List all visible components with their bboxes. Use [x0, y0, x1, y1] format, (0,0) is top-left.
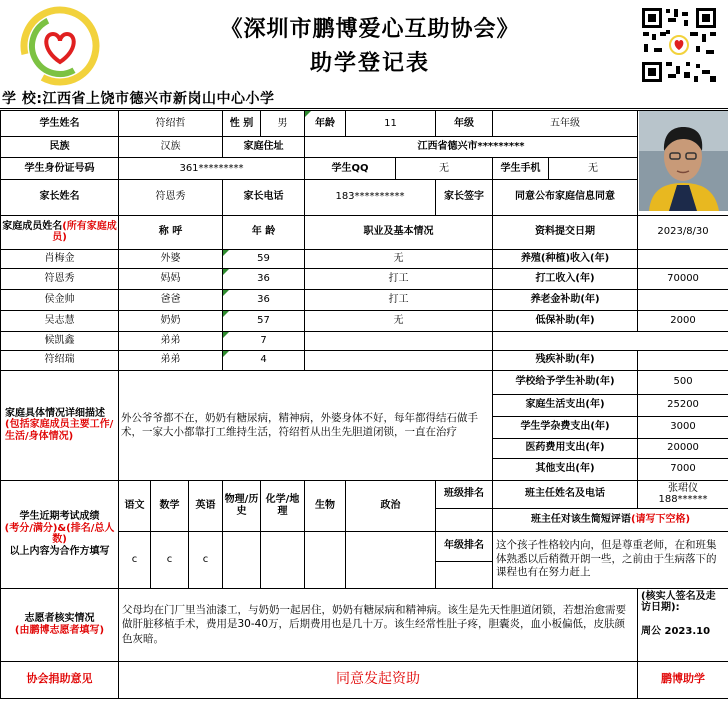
family-situation-text: 外公爷爷都不在，奶奶有糖尿病，精神病，外婆身体不好，每年都得结石做手术，一家大小都靠打工维持生活，符绍哲从出生先胆道闭锁，一直在治疗 — [119, 370, 493, 480]
subject-header: 政治 — [346, 480, 436, 531]
student-id-number: 361********* — [119, 157, 305, 179]
finance-empty — [493, 331, 728, 350]
label-class-rank: 班级排名 — [436, 480, 493, 508]
label-verifier: (核实人签名及走访日期): — [641, 590, 716, 613]
label-family-situation: 家庭具体情况详细描述(包括家庭成员主要工作/生活/身体情况) — [1, 370, 119, 480]
volunteer-note: 父母均在门厂里当油漆工，与奶奶一起居住，奶奶有糖尿病和精神病。该生是先天性胆道闭锁，若想治愈需要做肝脏移植手术，费用是30-40万，后期费用也是几十万。该生经常性肚子疼，胆囊炎，血小板偏低，皮肤颜色灰暗。 — [119, 588, 638, 661]
family-member-occupation: 无 — [305, 310, 493, 331]
family-member-relation: 外婆 — [119, 249, 223, 268]
heart-logo-icon — [20, 6, 100, 86]
finance-label: 其他支出(年) — [493, 458, 638, 480]
finance-value — [638, 289, 728, 310]
label-address: 家庭住址 — [223, 137, 305, 157]
teacher-info — [638, 480, 728, 508]
label-parent-phone: 家长电话 — [223, 179, 305, 215]
family-member-relation: 爸爸 — [119, 289, 223, 310]
submit-date: 2023/8/30 — [638, 215, 728, 249]
family-member-relation: 弟弟 — [119, 331, 223, 350]
label-student-name: 学生姓名 — [1, 111, 119, 137]
parent-phone: 183********** — [305, 179, 436, 215]
label-parent-name: 家长姓名 — [1, 179, 119, 215]
registration-form — [0, 110, 728, 699]
label-qq: 学生QQ — [305, 157, 396, 179]
student-address: 江西省德兴市********* — [305, 137, 638, 157]
divider — [0, 108, 728, 109]
finance-value: 20000 — [638, 438, 728, 458]
label-occupation: 职业及基本情况 — [305, 215, 493, 249]
teacher-phone: 188****** — [658, 494, 708, 505]
finance-label: 医药费用支出(年) — [493, 438, 638, 458]
score-value: c — [189, 531, 223, 588]
label-grade-rank: 年级排名 — [436, 531, 493, 561]
finance-value — [638, 249, 728, 268]
parent-name: 符恩秀 — [119, 179, 223, 215]
label-grade: 年级 — [436, 111, 493, 137]
student-photo — [638, 111, 728, 216]
finance-value: 25200 — [638, 394, 728, 416]
school-name: 学 校:江西省上饶市德兴市新岗山中心小学 — [2, 91, 275, 107]
family-member-name: 符恩秀 — [1, 268, 119, 289]
qr-code-icon — [640, 6, 718, 84]
label-id-number: 学生身份证号码 — [1, 157, 119, 179]
student-gender: 男 — [261, 111, 305, 137]
family-member-name: 吴志慧 — [1, 310, 119, 331]
teacher-name: 张珺仪 — [668, 482, 699, 494]
label-member-age: 年 龄 — [223, 215, 305, 249]
finance-value: 500 — [638, 370, 728, 394]
verifier-signature: 周公 2023.10 — [641, 625, 711, 637]
family-member-relation: 奶奶 — [119, 310, 223, 331]
finance-label: 养殖(种植)收入(年) — [493, 249, 638, 268]
form-title: 《深圳市鹏博爱心互助协会》 — [220, 16, 520, 42]
label-relation: 称 呼 — [119, 215, 223, 249]
finance-label: 低保补助(年) — [493, 310, 638, 331]
family-member-age: 7 — [223, 331, 305, 350]
finance-value: 7000 — [638, 458, 728, 480]
score-value — [305, 531, 346, 588]
family-member-name: 符绍瑞 — [1, 350, 119, 370]
student-ethnicity: 汉族 — [119, 137, 223, 157]
label-parent-sign: 家长签字 — [436, 179, 493, 215]
score-value: c — [119, 531, 151, 588]
student-age: 11 — [346, 111, 436, 137]
family-member-age: 36 — [223, 289, 305, 310]
student-photo-image — [639, 111, 728, 211]
student-qq: 无 — [396, 157, 493, 179]
family-member-name: 候凯鑫 — [1, 331, 119, 350]
family-member-occupation: 打工 — [305, 268, 493, 289]
subject-header: 物理/历史 — [223, 480, 261, 531]
finance-value: 70000 — [638, 268, 728, 289]
finance-label: 学生学杂费支出(年) — [493, 416, 638, 438]
verifier-block — [638, 588, 728, 661]
finance-label: 养老金补助(年) — [493, 289, 638, 310]
student-grade: 五年级 — [493, 111, 638, 137]
score-value — [223, 531, 261, 588]
subject-header: 化学/地理 — [261, 480, 305, 531]
subject-header: 语文 — [119, 480, 151, 531]
assoc-sign: 鹏博助学 — [638, 661, 728, 698]
label-age: 年龄 — [305, 111, 346, 137]
score-value: c — [151, 531, 189, 588]
label-teacher: 班主任姓名及电话 — [493, 480, 638, 508]
teacher-comment: 这个孩子性格较内向，但是尊重老师，在和班集体熟悉以后稍微开朗一些，之前由于生病落下的课程也有在努力赶上 — [493, 531, 728, 588]
subject-header: 数学 — [151, 480, 189, 531]
family-member-name: 肖梅金 — [1, 249, 119, 268]
family-member-occupation — [305, 331, 493, 350]
subject-header: 英语 — [189, 480, 223, 531]
finance-label: 残疾补助(年) — [493, 350, 638, 370]
finance-value — [638, 350, 728, 370]
finance-label: 学校给予学生补助(年) — [493, 370, 638, 394]
subject-header: 生物 — [305, 480, 346, 531]
family-member-age: 36 — [223, 268, 305, 289]
label-teacher-comment: 班主任对该生简短评语(请写下空格) — [493, 508, 728, 531]
family-member-age: 57 — [223, 310, 305, 331]
label-exam: 学生近期考试成绩 (考分/满分)&(排名/总人数) 以上内容为合作方填写 — [1, 480, 119, 588]
form-header — [0, 0, 728, 88]
student-phone: 无 — [549, 157, 638, 179]
family-member-relation: 妈妈 — [119, 268, 223, 289]
student-name: 符绍哲 — [119, 111, 223, 137]
family-member-relation: 弟弟 — [119, 350, 223, 370]
score-value — [261, 531, 305, 588]
family-member-age: 59 — [223, 249, 305, 268]
family-member-occupation: 无 — [305, 249, 493, 268]
label-family-members: 家庭成员姓名(所有家庭成员) — [1, 215, 119, 249]
score-value — [346, 531, 436, 588]
assoc-opinion: 同意发起资助 — [119, 661, 638, 698]
finance-value: 3000 — [638, 416, 728, 438]
finance-label: 家庭生活支出(年) — [493, 394, 638, 416]
form-subtitle: 助学登记表 — [309, 50, 430, 76]
family-member-occupation: 打工 — [305, 289, 493, 310]
label-gender: 性 别 — [223, 111, 261, 137]
label-consent: 同意公布家庭信息同意 — [493, 179, 638, 215]
class-rank-value — [436, 508, 493, 531]
finance-value: 2000 — [638, 310, 728, 331]
label-assoc-opinion: 协会捐助意见 — [1, 661, 119, 698]
label-phone: 学生手机 — [493, 157, 549, 179]
label-submit-date: 资料提交日期 — [493, 215, 638, 249]
family-member-occupation — [305, 350, 493, 370]
finance-label: 打工收入(年) — [493, 268, 638, 289]
label-volunteer: 志愿者核实情况 (由鹏博志愿者填写) — [1, 588, 119, 661]
label-ethnicity: 民族 — [1, 137, 119, 157]
family-member-age: 4 — [223, 350, 305, 370]
family-member-name: 侯金帅 — [1, 289, 119, 310]
grade-rank-value — [436, 561, 493, 588]
